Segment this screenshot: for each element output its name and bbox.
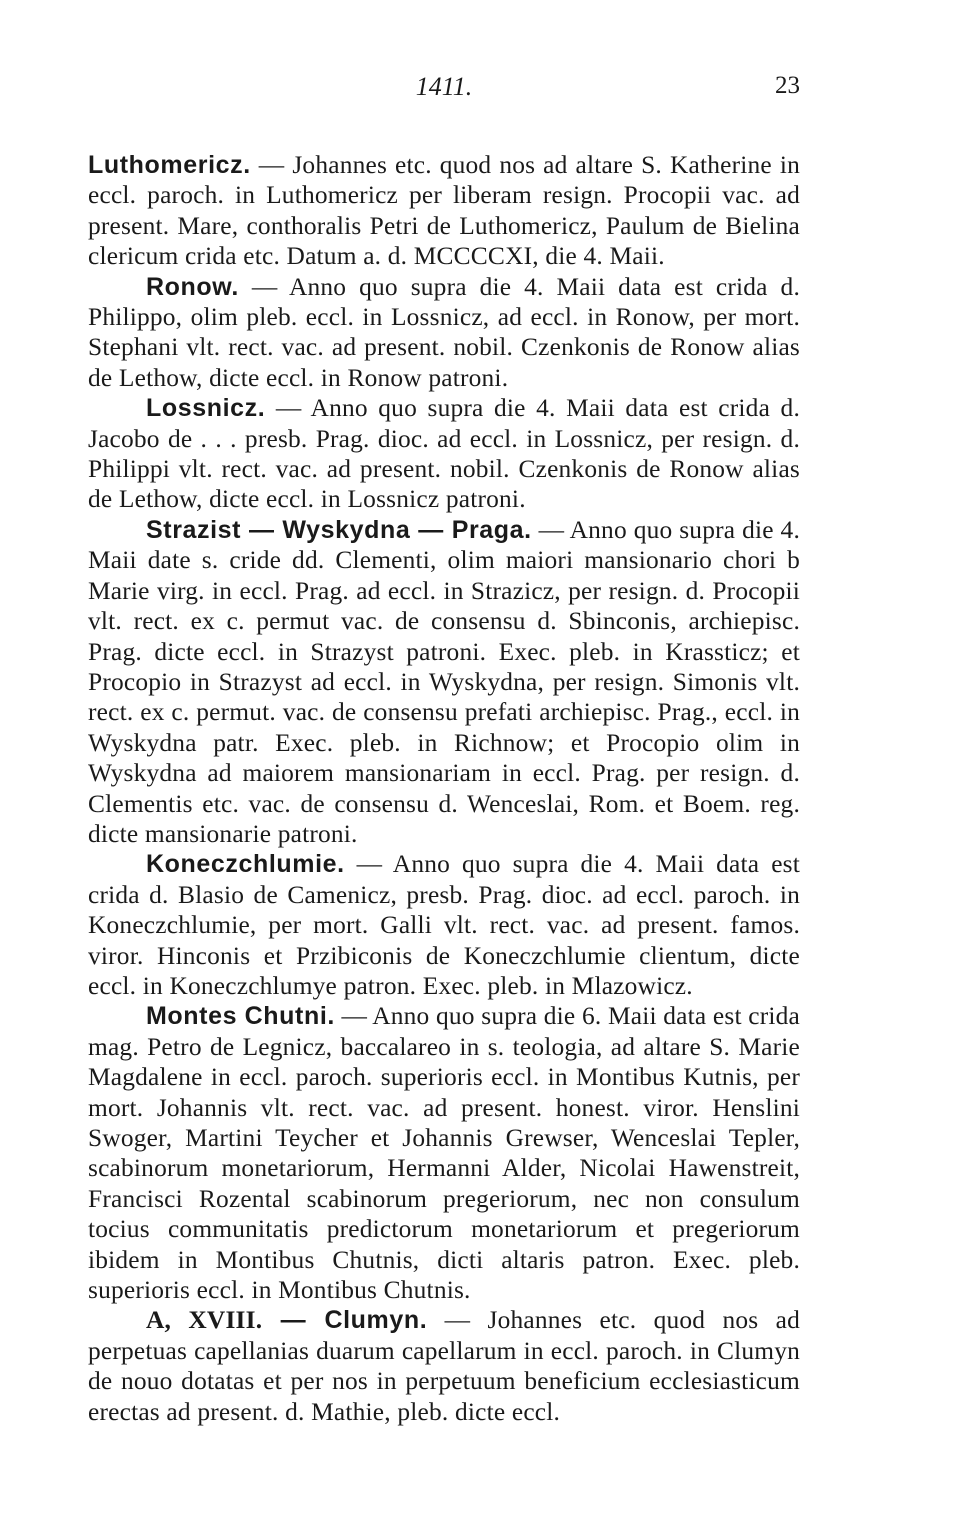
entry-heading: — Clumyn. xyxy=(262,1306,428,1335)
entry-text: — Johannes etc. quod nos ad perpetuas capellanias duarum capellarum in eccl. paroch. in Clumyn de nouo dotatas et per nos in perpetuum beneficium ecclesiasticum erectas ad present. d. Mathie, pleb. dicte eccl. xyxy=(88,1306,801,1426)
entry-heading: Montes Chutni. xyxy=(146,1002,335,1031)
running-head-year: 1411. xyxy=(415,72,473,101)
entry-text: — Anno quo supra die 4. Maii data est crida d. Philippo, olim pleb. eccl. in Lossnicz, ad eccl. in Ronow, per mort. Stephani vlt. rect. vac. ad present. nobil. Czenkonis de Ronow alias de Lethow, dicte eccl. in Ronow patroni. xyxy=(88,272,800,392)
running-head xyxy=(88,72,800,112)
entry-koneczchlumie xyxy=(88,849,800,1001)
text-body xyxy=(88,150,800,1427)
entry-heading: Lossnicz. xyxy=(146,394,266,423)
entry-heading: Ronow. xyxy=(146,272,239,301)
book-page xyxy=(88,72,800,1427)
entry-luthomericz xyxy=(88,150,800,272)
entry-lossnicz xyxy=(88,393,800,515)
entry-strazist-wyskydna-praga xyxy=(88,515,800,849)
page-number: 23 xyxy=(775,72,800,99)
entry-text: — Anno quo supra die 4. Maii date s. cride dd. Clementi, olim maiori mansionario chori b Marie virg. in eccl. Prag. ad eccl. in Strazicz, per resign. d. Procopii vlt. rect. ex c. permut vac. de consensu d. Sbinconis, archiepisc. Prag. dicte eccl. in Strazyst patroni. Exec. pleb. in Krassticz; et Procopio in Strazyst ad eccl. in Wyskydna, per resign. Simonis vlt. rect. ex c. permut. vac. de consensu prefati archiepisc. Prag., eccl. in Wyskydna patr. Exec. pleb. in Richnow; et Procopio olim in Wyskydna ad maiorem mansionariam in eccl. Prag. per resign. d. Clementis etc. vac. de consensu d. Wenceslai, Rom. et Boem. reg. dicte mansionarie patroni. xyxy=(88,515,800,848)
entry-text: — Anno quo supra die 4. Maii data est crida d. Jacobo de . . . presb. Prag. dioc. ad eccl. in Lossnicz, per resign. d. Philippi vlt. rect. vac. ad present. nobil. Czenkonis de Ronow alias de Lethow, dicte eccl. in Lossnicz patroni. xyxy=(88,394,800,514)
entry-heading: Koneczchlumie. xyxy=(146,850,345,879)
entry-ronow xyxy=(88,272,800,394)
entry-heading: Luthomericz. xyxy=(88,151,251,179)
entry-lead: A, XVIII. xyxy=(146,1306,263,1335)
entry-text: — Anno quo supra die 4. Maii data est crida d. Blasio de Camenicz, presb. Prag. dioc. ad eccl. paroch. in Koneczchlumie, per mort. Galli vlt. rect. vac. ad present. famos. viror. Hinconis et Przibiconis de Koneczchlumie clientum, dicte eccl. in Koneczchlumye patron. Exec. pleb. in Mlazowicz. xyxy=(88,850,800,1000)
entry-text: — Anno quo supra die 6. Maii data est crida mag. Petro de Legnicz, baccalareo in s. teologia, ad altare S. Marie Magdalene in eccl. paroch. superioris eccl. in Montibus Kutnis, per mort. Johannis vlt. rect. vac. ad present. honest. viror. Henslini Swoger, Martini Teycher et Johannis Grewser, Wenceslai Tepler, scabinorum monetariorum, Hermanni Alder, Nicolai Hawenstreit, Francisci Rozental scabinorum pregeriorum, nec non consulum tocius communitatis predictorum monetariorum et pregeriorum ibidem in Montibus Chutnis, dicti altaris patron. Exec. pleb. superioris eccl. in Montibus Chutnis. xyxy=(88,1002,800,1305)
entry-text: — Johannes etc. quod nos ad altare S. Katherine in eccl. paroch. in Luthomericz per liberam resign. Procopii vac. ad present. Mare, conthoralis Petri de Luthomericz, Paulum de Bielina clericum crida etc. Datum a. d. MCCCCXI, die 4. Maii. xyxy=(88,151,800,271)
entry-montes-chutni xyxy=(88,1001,800,1305)
entry-clumyn xyxy=(88,1305,800,1427)
entry-heading: Strazist — Wyskydna — Praga. xyxy=(146,515,532,544)
